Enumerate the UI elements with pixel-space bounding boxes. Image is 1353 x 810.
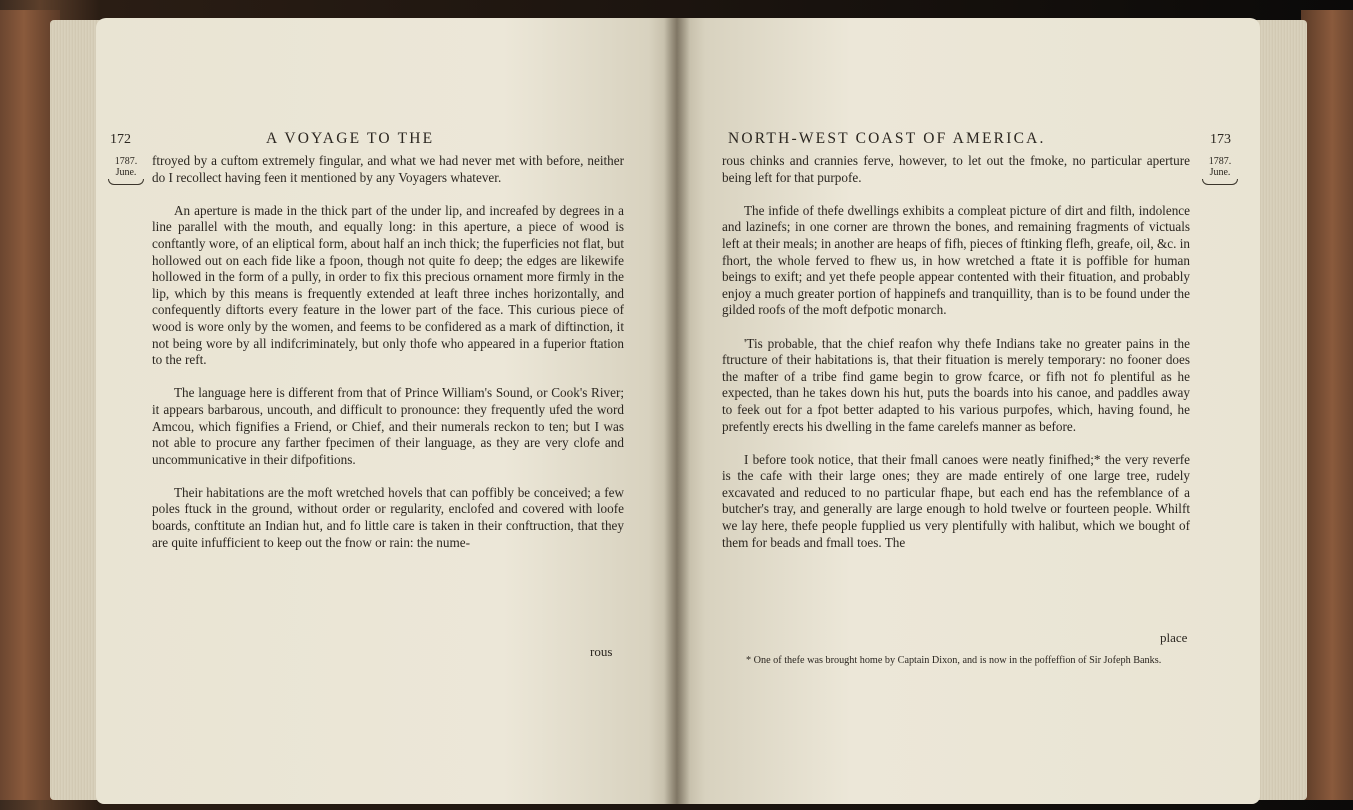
right-margin-month: June.: [1209, 167, 1231, 178]
right-paragraph-1: rous chinks and crannies ferve, however, to let out the fmoke, no particular aperture being left for that purpofe.: [722, 153, 1190, 185]
left-catchword: rous: [590, 644, 613, 659]
right-paragraph-4: I before took notice, that their fmall canoes were neatly finifhed;* the very reverfe is the cafe with their large ones; they are made entirely of one large tree, rudely excavated and reduced to no particular fhape, but each end has the refemblance of a butcher's tray, and generally are large enough to hold twelve or fourteen people. Whilft we lay here, thefe people fupplied us very plentifully with halibut, which we bought of them for beads and fmall toes. The: [722, 451, 1190, 550]
right-footnote: * One of thefe was brought home by Captain Dixon, and is now in the poffeffion of Sir Jofeph Banks.: [746, 655, 1162, 666]
left-margin-date: [108, 156, 144, 185]
right-page-number: 173: [1210, 132, 1231, 147]
right-margin-date: [1202, 156, 1238, 185]
right-paragraph-3: 'Tis probable, that the chief reafon why thefe Indians take no greater pains in the ftructure of their habitations is, that their fituation is merely temporary: no fooner does the mafter of a tribe find game begin to grow fcarce, or fifh not fo plentiful as he expected, than he takes down his hut, puts the boards into his canoe, and paddles away to feek out for a fpot better adapted to his various purpofes, which, having found, he prefently erects his dwelling in the fame carelefs manner as before.: [722, 335, 1190, 434]
right-cover: [1301, 10, 1353, 800]
left-margin-month: June.: [115, 167, 137, 178]
right-running-head: NORTH-WEST COAST OF AMERICA.: [728, 130, 1046, 147]
book-gutter: [664, 18, 690, 804]
left-paragraph-3: The language here is different from that of Prince William's Sound, or Cook's River; it appears barbarous, uncouth, and difficult to pronounce: they frequently ufed the word Amcou, which fignifies a Friend, or Chief, and their numerals reckon to ten; but I was not able to procure any farther fpecimen of their language, as they are very clofe and uncommunicative in their difpofitions.: [152, 385, 624, 467]
left-margin-brace: [108, 179, 144, 185]
left-page: [96, 18, 678, 804]
left-paragraph-4: Their habitations are the moft wretched hovels that can poffibly be conceived; a few poles ftuck in the ground, without order or regularity, enclofed and covered with loofe boards, conftitute an Indian hut, and fo little care is taken in their conftruction, that they are quite infufficient to keep out the fnow or rain: the nume-: [152, 484, 624, 550]
left-paragraph-2: An aperture is made in the thick part of the under lip, and increafed by degrees in a line parallel with the mouth, and equally long: in this aperture, a piece of wood is conftantly wore, of an eliptical form, about half an inch thick; the fuperficies not flat, but hollowed out on each fide like a fpoon, though not quite fo deep; the edges are likewife hollowed in the form of a pully, in order to fix this precious ornament more firmly in the lip, which by this means is frequently extended at leaft three inches horizontally, and confequently diftorts every feature in the lower part of the face. This curious piece of wood is wore only by the women, and feems to be confidered as a mark of diftinction, it not being wore by all indifcriminately, but only thofe who appeared in a fuperior ftation to the reft.: [152, 202, 624, 368]
right-margin-brace: [1202, 179, 1238, 185]
left-paragraph-1: ftroyed by a cuftom extremely fingular, and what we had never met with before, neither do I recollect having feen it mentioned by any Voyagers whatever.: [152, 153, 624, 185]
right-catchword: place: [1160, 630, 1188, 645]
right-body-text: [722, 153, 1190, 551]
right-paragraph-2: The infide of thefe dwellings exhibits a compleat picture of dirt and filth, indolence and lazinefs; in one corner are thrown the bones, and remaining fragments of victuals left at their meals; in another are heaps of fifh, pieces of ftinking flefh, greafe, oil, &c. in fhort, the whole ferved to fhew us, in how wretched a ftate it is poffible for human beings to exift; and yet thefe people appear contented with their fituation, and probably enjoy a much greater portion of happinefs and tranquillity, than is to be found under the gilded roofs of the moft defpotic monarch.: [722, 202, 1190, 318]
right-margin-year: 1787.: [1208, 156, 1232, 167]
left-body-text: [152, 153, 624, 551]
right-page: [676, 18, 1260, 804]
left-margin-year: 1787.: [114, 156, 138, 167]
left-running-head: A VOYAGE TO THE: [266, 130, 435, 147]
left-page-number: 172: [110, 132, 131, 147]
